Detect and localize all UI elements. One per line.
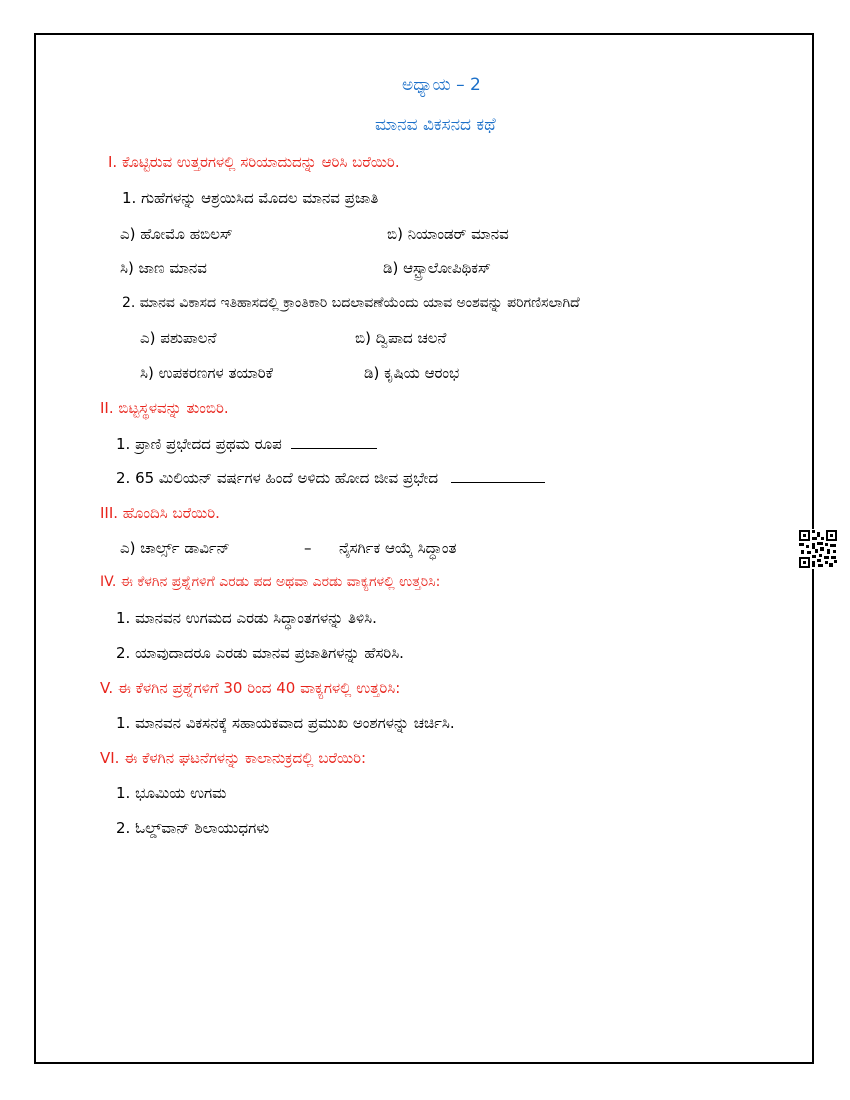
s3-match-dash: – — [304, 539, 312, 557]
s1-q2-option-b: ಬಿ) ದ್ವಿಪಾದ ಚಲನೆ — [355, 329, 447, 347]
s1-question-1: 1. ಗುಹೆಗಳನ್ನು ಆಶ್ರಯಿಸಿದ ಮೊದಲ ಮಾನವ ಪ್ರಜಾತಿ — [122, 189, 379, 207]
section-2-heading: II. ಬಿಟ್ಟಸ್ಥಳವನ್ನು ತುಂಬಿರಿ. — [100, 399, 229, 417]
s1-q1-option-d: ಡಿ) ಆಸ್ಟ್ರಾಲೋಪಿಥಿಕಸ್ — [383, 259, 491, 277]
s4-question-1: 1. ಮಾನವನ ಉಗಮದ ಎರಡು ಸಿದ್ಧಾಂತಗಳನ್ನು ತಿಳಿಸಿ. — [116, 609, 377, 627]
s2-question-2: 2. 65 ಮಿಲಿಯನ್ ವರ್ಷಗಳ ಹಿಂದೆ ಅಳಿದು ಹೋದ ಜೀವ ಪ್ರಭೇದ — [116, 469, 439, 487]
section-5-heading: V. ಈ ಕೆಳಗಿನ ಪ್ರಶ್ನೆಗಳಿಗೆ 30 ರಿಂದ 40 ವಾಕ್ಯಗಳಲ್ಲಿ ಉತ್ತರಿಸಿ: — [100, 679, 401, 697]
s1-q2-option-c: ಸಿ) ಉಪಕರಣಗಳ ತಯಾರಿಕೆ — [140, 364, 274, 382]
s5-question-1: 1. ಮಾನವನ ವಿಕಸನಕ್ಕೆ ಸಹಾಯಕವಾದ ಪ್ರಮುಖ ಅಂಶಗಳನ್ನು ಚರ್ಚಿಸಿ. — [116, 714, 455, 732]
section-3-heading: III. ಹೊಂದಿಸಿ ಬರೆಯಿರಿ. — [100, 504, 220, 522]
s6-question-1: 1. ಭೂಮಿಯ ಉಗಮ — [116, 784, 227, 802]
qr-code — [798, 529, 838, 569]
s2-q2-blank[interactable] — [451, 468, 545, 483]
chapter-number: ಅಧ್ಯಾಯ – 2 — [402, 75, 481, 95]
s2-question-1-row — [116, 434, 377, 454]
chapter-title: ಮಾನವ ವಿಕಸನದ ಕಥೆ — [375, 115, 496, 135]
s6-question-2: 2. ಓಲ್ಡ್‌ವಾನ್ ಶಿಲಾಯುಧಗಳು — [116, 819, 270, 837]
s1-q1-option-b: ಬಿ) ನಿಯಾಂಡರ್ ಮಾನವ — [387, 225, 509, 243]
s1-question-2: 2. ಮಾನವ ವಿಕಾಸದ ಇತಿಹಾಸದಲ್ಲಿ ಕ್ರಾಂತಿಕಾರಿ ಬದಲಾವಣೆಯೆಂದು ಯಾವ ಅಂಶವನ್ನು ಪರಿಗಣಿಸಲಾಗಿದೆ — [122, 295, 580, 311]
s1-q2-option-d: ಡಿ) ಕೃಷಿಯ ಆರಂಭ — [364, 364, 460, 382]
section-6-heading: VI. ಈ ಕೆಳಗಿನ ಘಟನೆಗಳನ್ನು ಕಾಲಾನುಕ್ರದಲ್ಲಿ ಬರೆಯಿರಿ: — [100, 749, 367, 767]
s3-match-right: ನೈಸರ್ಗಿಕ ಆಯ್ಕೆ ಸಿದ್ಧಾಂತ — [339, 539, 457, 557]
section-1-heading: I. ಕೊಟ್ಟಿರುವ ಉತ್ತರಗಳಲ್ಲಿ ಸರಿಯಾದುದನ್ನು ಆರಿಸಿ ಬರೆಯಿರಿ. — [108, 153, 400, 171]
s4-question-2: 2. ಯಾವುದಾದರೂ ಎರಡು ಮಾನವ ಪ್ರಜಾತಿಗಳನ್ನು ಹೆಸರಿಸಿ. — [116, 644, 404, 662]
s2-question-2-row — [116, 468, 545, 488]
s1-q1-option-c: ಸಿ) ಜಾಣ ಮಾನವ — [120, 259, 207, 277]
section-4-heading: IV. ಈ ಕೆಳಗಿನ ಪ್ರಶ್ನೆಗಳಿಗೆ ಎರಡು ಪದ ಅಥವಾ ಎರಡು ವಾಕ್ಯಗಳಲ್ಲಿ ಉತ್ತರಿಸಿ: — [100, 574, 441, 590]
s2-question-1: 1. ಪ್ರಾಣಿ ಪ್ರಭೇದದ ಪ್ರಥಮ ರೂಪ — [116, 435, 282, 453]
s2-q1-blank[interactable] — [291, 434, 377, 449]
s3-match-left: ಎ) ಚಾರ್ಲ್ಸ್ ಡಾರ್ವಿನ್ — [120, 539, 230, 557]
s1-q2-option-a: ಎ) ಪಶುಪಾಲನೆ — [140, 329, 217, 347]
s1-q1-option-a: ಎ) ಹೋಮೊ ಹಬಿಲಸ್ — [120, 225, 233, 243]
